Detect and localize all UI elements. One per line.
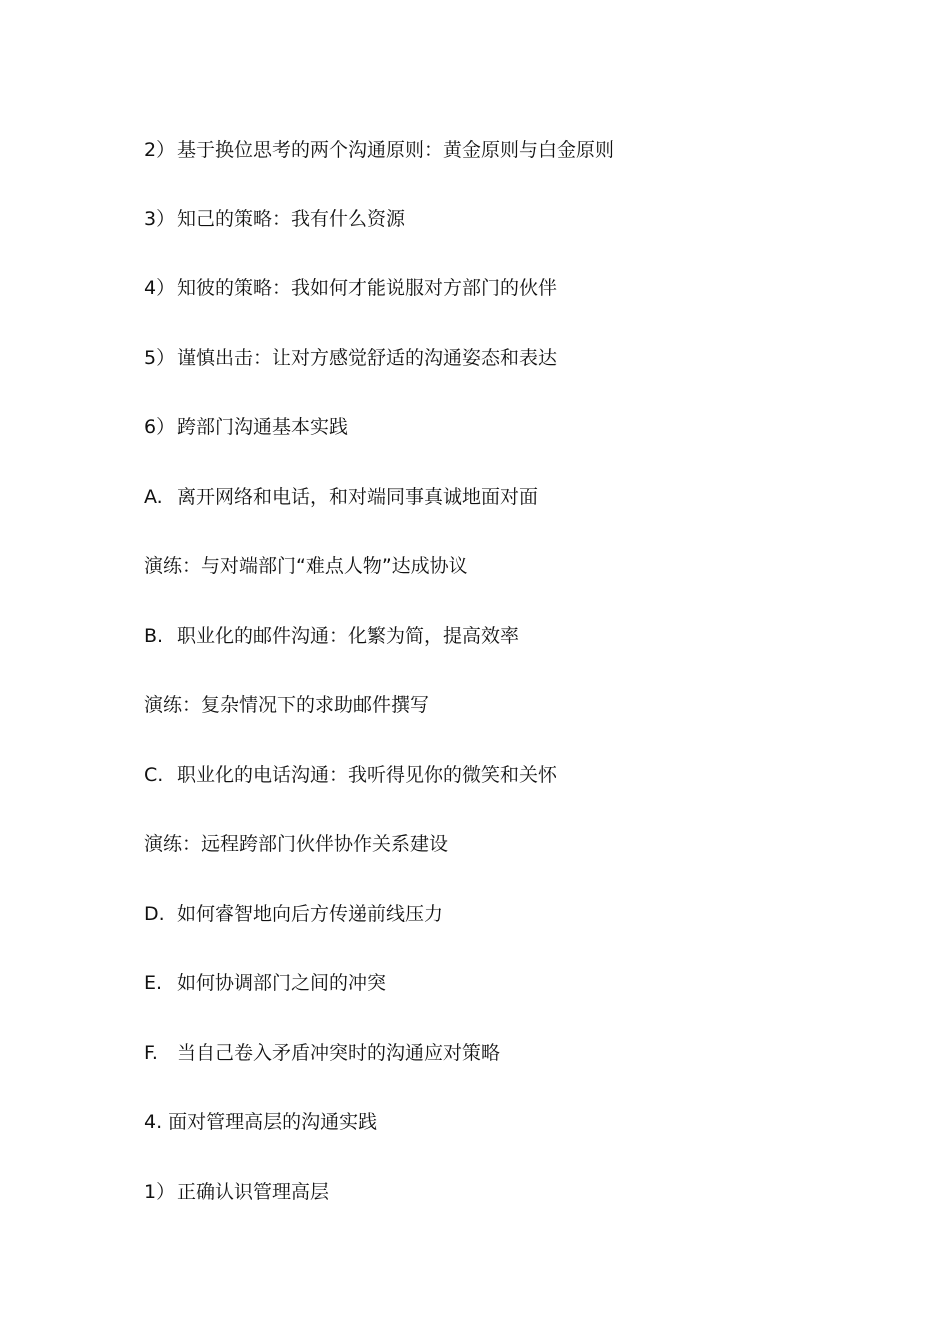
outline-item-3-know-yourself [144, 204, 405, 234]
outline-item-a-face-to-face [144, 482, 538, 512]
outline-item-1-understand-management [144, 1177, 329, 1207]
item-marker: A. [144, 486, 163, 508]
outline-item-6-basic-practice [144, 412, 348, 442]
exercise-difficult-person [144, 551, 468, 581]
item-marker: B. [144, 625, 164, 647]
item-text: 知己的策略：我有什么资源 [177, 208, 406, 230]
outline-item-e-coordinate-conflict [144, 968, 386, 998]
item-text: 当自己卷入矛盾冲突时的沟通应对策略 [177, 1042, 501, 1064]
item-marker: F. [144, 1042, 158, 1064]
outline-item-5-careful-approach [144, 343, 557, 373]
item-marker: 4） [144, 277, 176, 299]
item-marker: E. [144, 972, 163, 994]
item-text: 如何睿智地向后方传递前线压力 [177, 903, 444, 925]
item-marker: 2） [144, 139, 176, 161]
item-marker: C. [144, 764, 164, 786]
exercise-remote-partnership [144, 829, 448, 859]
item-text: 演练：复杂情况下的求助邮件撰写 [144, 694, 430, 716]
outline-item-b-email [144, 621, 519, 651]
item-text: 演练：与对端部门“难点人物”达成协议 [144, 555, 468, 577]
item-text: 谨慎出击：让对方感觉舒适的沟通姿态和表达 [177, 347, 558, 369]
item-text: 知彼的策略：我如何才能说服对方部门的伙伴 [177, 277, 558, 299]
section-heading-4-senior-management [144, 1107, 377, 1137]
item-text: 如何协调部门之间的冲突 [177, 972, 387, 994]
item-text: 职业化的电话沟通：我听得见你的微笑和关怀 [177, 764, 558, 786]
item-text: 跨部门沟通基本实践 [177, 416, 349, 438]
item-text: 基于换位思考的两个沟通原则：黄金原则与白金原则 [177, 139, 615, 161]
outline-item-2-golden-platinum-rules [144, 135, 614, 165]
outline-item-4-know-others [144, 273, 557, 303]
outline-item-f-self-conflict [144, 1038, 500, 1068]
item-marker: 3） [144, 208, 176, 230]
item-text: 职业化的邮件沟通：化繁为简，提高效率 [177, 625, 520, 647]
item-text: 4. 面对管理高层的沟通实践 [144, 1111, 378, 1133]
outline-item-c-phone [144, 760, 557, 790]
item-text: 演练：远程跨部门伙伴协作关系建设 [144, 833, 449, 855]
item-marker: D. [144, 903, 165, 925]
exercise-help-email [144, 690, 429, 720]
item-marker: 5） [144, 347, 176, 369]
item-text: 正确认识管理高层 [177, 1181, 330, 1203]
item-text: 离开网络和电话，和对端同事真诚地面对面 [177, 486, 539, 508]
item-marker: 6） [144, 416, 176, 438]
item-marker: 1） [144, 1181, 176, 1203]
outline-item-d-front-pressure [144, 899, 443, 929]
